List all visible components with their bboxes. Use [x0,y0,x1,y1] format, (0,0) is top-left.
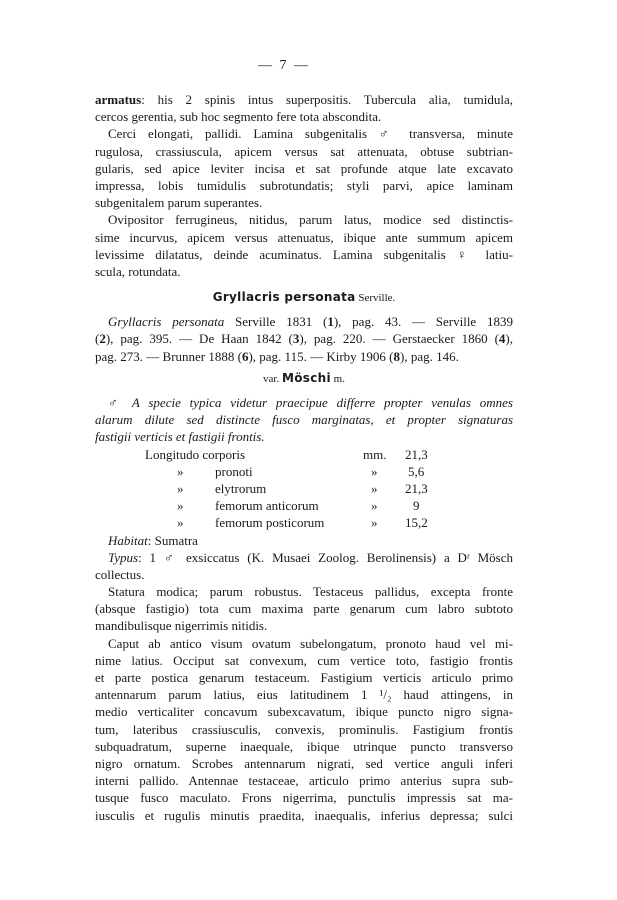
text-line [95,348,513,365]
text-line [95,330,513,347]
table-row [95,446,513,463]
text-line [95,772,513,789]
paragraph [95,532,513,549]
text-line [95,721,513,738]
text-line [95,246,513,263]
text-line [95,789,513,806]
table-row [95,480,513,497]
text-run: scula, rotundata. [95,263,181,279]
text-run: interni pallido. Antennae testaceae, articulo primo anterius supra sub- [95,773,513,789]
table-cell: 21,3 [405,480,428,496]
text-run: : Sumatra [147,532,198,548]
text-run: impressa, lobis tumidulis subrotundatis; styli parvi, apice laminam [95,177,513,193]
text-line [95,686,513,703]
page-number: — 7 — [258,58,310,73]
paragraph [95,211,513,280]
text-run: : his 2 spinis intus superpositis. Tubercula alia, tumidula, [141,92,513,107]
text-run: mandibulisque nigerrimis nitidis. [95,618,268,634]
table-cell: femorum posticorum [215,515,325,531]
table-cell: Longitudo corporis [145,446,246,462]
spacer [95,386,513,394]
text-line [95,635,513,652]
paragraph [95,583,513,635]
text-run: 6 [241,348,249,364]
text-line [95,428,513,445]
paragraph [95,91,513,125]
paragraph [95,313,513,365]
text-line [95,313,513,330]
table-cell: 21,3 [405,446,428,462]
table-cell: 15,2 [405,515,428,531]
text-run: armatus [95,92,142,107]
text-run: medio verticaliter concavum subexcavatum, ibique puncto nigro signa- [95,704,513,720]
heading-text: Möschi [281,370,331,385]
paragraph [95,549,513,583]
paragraph [95,125,513,211]
text-run: ), pag. 220. — Gerstaecker 1860 ( [299,331,499,347]
text-run: ), [505,331,514,347]
text-line [95,143,513,160]
text-run: gularis, sed apice leviter incisa et sat profunde atque late excavato [95,160,513,176]
spacer [95,280,513,288]
text-run: collectus. [95,566,145,582]
text-run: ), pag. 146. [399,348,459,364]
table-cell: 5,6 [408,463,425,479]
text-run: Habitat [108,532,148,548]
text-line [95,394,513,411]
text-line [95,669,513,686]
table-cell: » [177,498,184,514]
text-line [95,160,513,177]
text-line [95,177,513,194]
text-run: antennarum parum latius, eius latitudinem 1 ¹/₂ haud attingens, in [95,687,513,703]
text-run: subquadratum, superne inaequale, ibique utrinque puncto transverso [95,738,513,754]
text-run: tum, lateribus crassiusculis, convexis, prominulis. Fastigium frontis [95,721,513,737]
text-run: nigro ornatum. Scrobes antennarum nigrati, sed vertice anguli inferi [95,755,513,771]
text-run: Cerci elongati, pallidi. Lamina subgenitalis ♂ transversa, minute [108,126,513,142]
text-run: 2 [99,331,106,347]
text-line [95,703,513,720]
text-line [95,807,513,824]
text-line [95,194,513,211]
table-cell: » [371,515,378,531]
text-line [95,91,513,108]
text-run: cercos gerentia, sub hoc segmento fere tota abscondita. [95,109,382,125]
text-run: alarum dilute sed distincte fusco marginatas, et propter signaturas [95,412,513,428]
text-run: sime incurvus, apicem versus attenuatus, ibique ante summum apicem [95,229,513,245]
text-run: (absque fastigio) tota cum maxima parte genarum cum labro subtoto [95,601,513,617]
table-row [95,514,513,531]
table-cell: » [177,515,184,531]
text-run: rugulosa, crassiuscula, apicem versus sat attenuata, obtuse subtrian- [95,143,513,159]
table-row [95,463,513,480]
paragraph [95,394,513,446]
table-cell: » [177,463,184,479]
text-line [95,566,513,583]
table-row [95,497,513,514]
text-run: tusque fusco maculato. Frons nigerrima, punctulis impressis sat ma- [95,790,513,806]
table-cell: 9 [413,498,420,514]
text-line [95,211,513,228]
text-line [95,108,513,125]
text-line [95,125,513,142]
text-line [95,263,513,280]
text-line [95,411,513,428]
section-heading [95,288,513,305]
page-body [95,91,513,824]
text-run: iusculis et rugulis minutis praedita, inaequalis, inferius depressa; sulci [95,807,513,823]
text-run: 3 [292,331,300,347]
text-run: nime latius. Occiput sat convexum, cum vertice toto, fastigio frontis [95,652,513,668]
text-line [95,600,513,617]
text-run: Serville 1831 ( [224,314,328,330]
heading-text: Gryllacris personata [212,290,356,305]
text-line [95,583,513,600]
text-run: ), pag. 395. — De Haan 1842 ( [105,331,293,347]
text-run: subgenitalem parum superantes. [95,195,263,211]
table-cell: » [177,480,184,496]
table-cell: » [371,480,378,496]
table-cell: elytrorum [215,480,267,496]
text-run: 1 [327,314,334,330]
table-cell: femorum anticorum [215,498,319,514]
section-heading [95,369,513,386]
text-run: : 1 ♂ exsiccatus (K. Musaei Zoolog. Berolinensis) a Dʳ Mösch [138,549,513,565]
measurements-table [95,446,513,532]
heading-text: var. [263,372,282,385]
text-run: Gryllacris personata [108,314,225,330]
text-line [95,229,513,246]
text-line [95,617,513,634]
paragraph [95,635,513,824]
text-run: et parte postica genarum testaceum. Fastigium verticis articulo primo [95,670,513,685]
text-line [95,532,513,549]
table-cell: » [371,498,378,514]
text-run: fastigii verticis et fastigii frontis. [95,429,265,445]
text-run: ( [95,331,100,347]
text-line [95,738,513,755]
text-run: Typus [108,549,139,565]
spacer [95,305,513,313]
text-run: Ovipositor ferrugineus, nitidus, parum latus, modice sed distinctis- [108,212,513,228]
heading-text: m. [330,372,345,385]
text-line [95,755,513,772]
text-run: Caput ab antico visum ovatum subelongatum, pronoto haud vel mi- [108,635,513,651]
text-line [95,549,513,566]
text-run: ), pag. 43. — Serville 1839 [333,314,513,330]
text-run: 8 [393,348,400,364]
table-cell: mm. [363,446,387,462]
table-cell: pronoti [215,463,253,479]
text-run: 4 [498,331,506,347]
table-cell: » [371,463,378,479]
text-run: Statura modica; parum robustus. Testaceus pallidus, excepta fronte [108,584,513,600]
text-run: pag. 273. — Brunner 1888 ( [95,348,242,364]
text-run: ♂ A specie typica videtur praecipue differre propter venulas omnes [108,395,513,410]
heading-text: Serville. [355,292,396,305]
text-run: levissime dilatatus, deinde acuminatus. Lamina subgenitalis ♀ latiu- [95,246,513,262]
text-line [95,652,513,669]
text-run: ), pag. 115. — Kirby 1906 ( [248,348,394,364]
